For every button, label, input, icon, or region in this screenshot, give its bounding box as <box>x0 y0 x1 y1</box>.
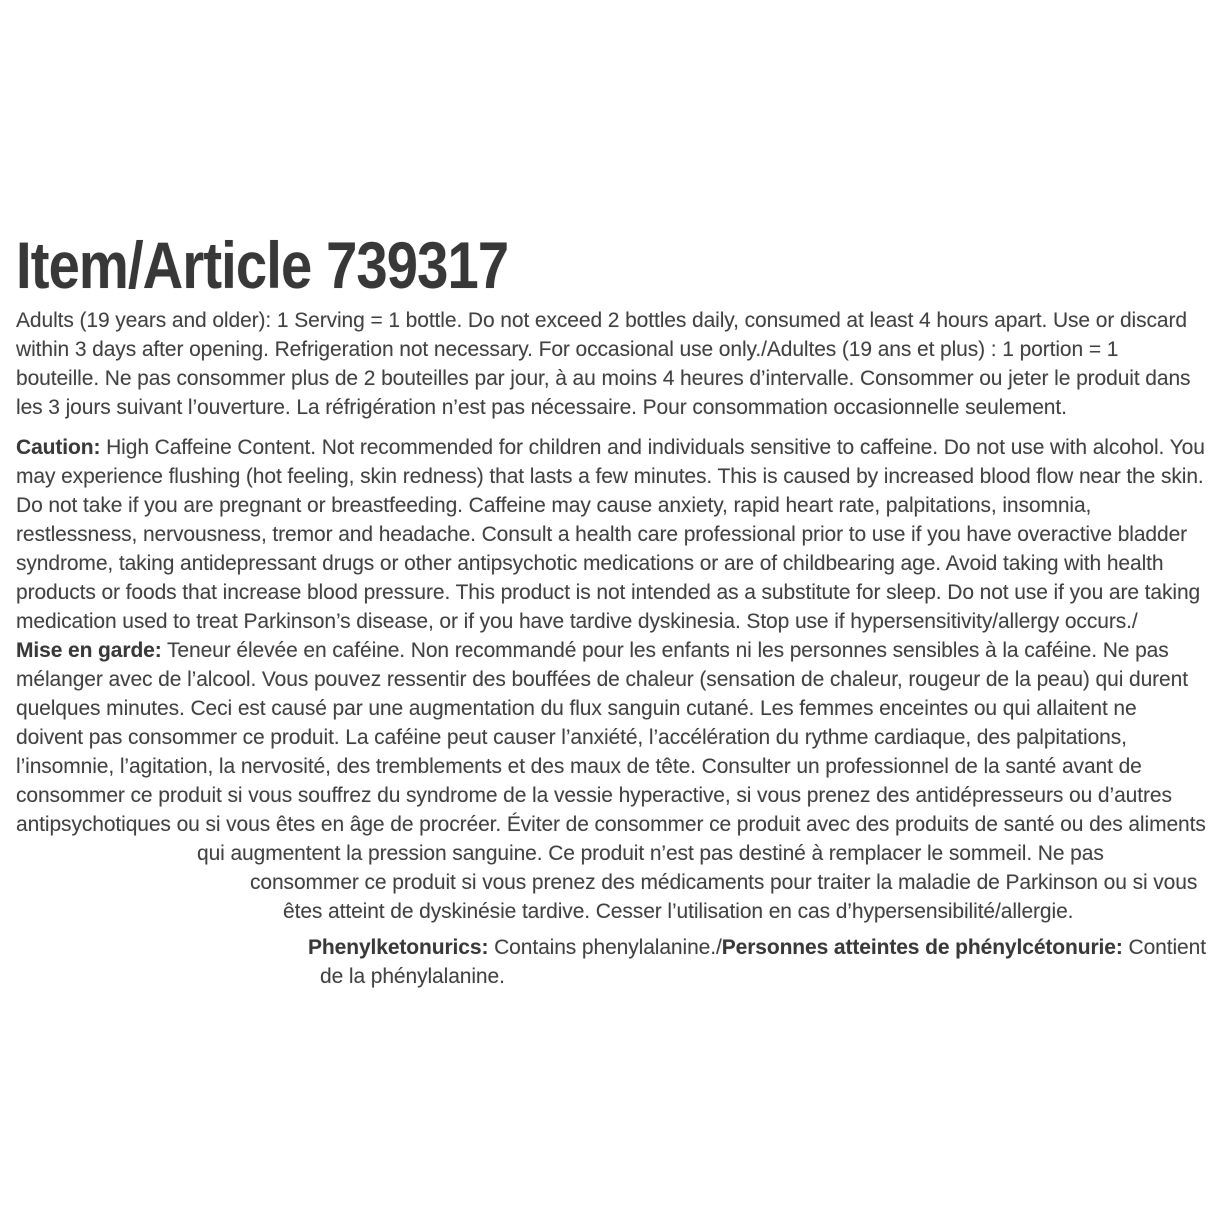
caution-line: doivent pas consommer ce produit. La caféine peut causer l’anxiété, l’accélération du rythme cardiaque, des palpitations, <box>16 726 1127 749</box>
phenylketonurics-line: de la phénylalanine. <box>320 965 505 988</box>
caution-line: mélanger avec de l’alcool. Vous pouvez ressentir des bouffées de chaleur (sensation de chaleur, rougeur de la peau) qui durent <box>16 668 1188 691</box>
caution-line: syndrome, taking antidepressant drugs or other antipsychotic medications or are of childbearing age. Avoid taking with health <box>16 552 1164 575</box>
caution-text-en: High Caffeine Content. Not recommended for children and individuals sensitive to caffeine. Do not use with alcohol. You <box>106 436 1205 459</box>
item-article-title: Item/Article 739317 <box>16 228 509 302</box>
caution-line-indented: êtes atteint de dyskinésie tardive. Cesser l’utilisation en cas d’hypersensibilité/allergie. <box>283 900 1074 923</box>
dosage-directions-paragraph <box>16 306 1190 422</box>
phenylketonurics-label-en: Phenylketonurics: <box>308 936 489 959</box>
caution-line: products or foods that increase blood pressure. This product is not intended as a substitute for sleep. Do not use if you are taking <box>16 581 1201 604</box>
phenylketonurics-text-en: Contains phenylalanine./ <box>494 936 722 959</box>
caution-line: consommer ce produit si vous souffrez du syndrome de la vessie hyperactive, si vous prenez des antidépresseurs ou d’autres <box>16 784 1172 807</box>
caution-line: may experience flushing (hot feeling, skin redness) that lasts a few minutes. This is caused by increased blood flow near the skin. <box>16 465 1204 488</box>
caution-line: quelques minutes. Ceci est causé par une augmentation du flux sanguin cutané. Les femmes enceintes ou qui allaitent ne <box>16 697 1137 720</box>
caution-line: antipsychotiques ou si vous êtes en âge de procréer. Éviter de consommer ce produit avec des produits de santé ou des aliments <box>16 813 1206 836</box>
phenylketonurics-label-fr: Personnes atteintes de phénylcétonurie: <box>721 936 1123 959</box>
caution-line <box>16 433 1206 462</box>
caution-line: l’insomnie, l’agitation, la nervosité, des tremblements et des maux de tête. Consulter un professionnel de la santé avant de <box>16 755 1142 778</box>
caution-line-indented: consommer ce produit si vous prenez des médicaments pour traiter la maladie de Parkinson ou si vous <box>250 871 1198 894</box>
caution-line: medication used to treat Parkinson’s disease, or if you have tardive dyskinesia. Stop use if hypersensitivity/allergy occurs./ <box>16 610 1138 633</box>
directions-line: within 3 days after opening. Refrigeration not necessary. For occasional use only./Adultes (19 ans et plus) : 1 portion = 1 <box>16 338 1119 361</box>
caution-line: restlessness, nervousness, tremor and headache. Consult a health care professional prior to use if you have overactive bladder <box>16 523 1188 546</box>
phenylketonurics-paragraph <box>16 933 1206 991</box>
phenylketonurics-line <box>16 933 1206 962</box>
caution-label-fr: Mise en garde: <box>16 639 162 662</box>
directions-line: bouteille. Ne pas consommer plus de 2 bouteilles par jour, à au moins 4 heures d’intervalle. Consommer ou jeter le produit dans <box>16 367 1191 390</box>
caution-line <box>16 636 1206 665</box>
phenylketonurics-text-fr: Contient <box>1128 936 1206 959</box>
directions-line: les 3 jours suivant l’ouverture. La réfrigération n’est pas nécessaire. Pour consommation occasionnelle seulement. <box>16 396 1067 419</box>
caution-text-fr: Teneur élevée en caféine. Non recommandé pour les enfants ni les personnes sensibles à la caféine. Ne pas <box>167 639 1169 662</box>
caution-paragraph <box>16 433 1206 926</box>
caution-line-indented: qui augmentent la pression sanguine. Ce produit n’est pas destiné à remplacer le sommeil. Ne pas <box>197 842 1104 865</box>
caution-line: Do not take if you are pregnant or breastfeeding. Caffeine may cause anxiety, rapid heart rate, palpitations, insomnia, <box>16 494 1092 517</box>
directions-line: Adults (19 years and older): 1 Serving = 1 bottle. Do not exceed 2 bottles daily, consumed at least 4 hours apart. Use or discard <box>16 309 1187 332</box>
caution-label-en: Caution: <box>16 436 101 459</box>
